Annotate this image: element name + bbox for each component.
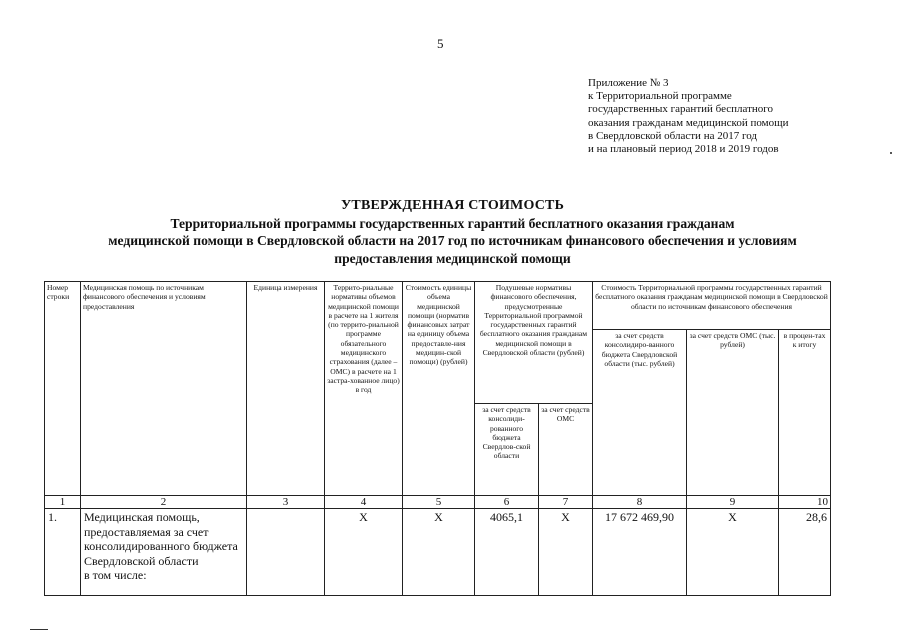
column-number: 3: [247, 496, 325, 509]
column-number: 7: [539, 496, 593, 509]
header-oms-cost: за счет средств ОМС (тыс. рублей): [687, 330, 779, 496]
row-name-text: Медицинская помощь, предоставляемая за счет консолидированного бюджета Свердловской области: [84, 510, 238, 568]
header-row-number: Номер строки: [45, 282, 81, 496]
appendix-line: государственных гарантий бесплатного: [588, 103, 774, 116]
header-program-cost: Стоимость Территориальной программы государственных гарантий бесплатного оказания гражданам медицинской помощи в Свердловской области по источникам финансового обеспечения: [593, 282, 831, 330]
row-number: 1.: [45, 509, 81, 596]
row-unit-cost: Х: [403, 509, 475, 596]
column-number: 4: [325, 496, 403, 509]
header-oms-per-capita: за счет средств ОМС: [539, 404, 593, 496]
appendix-line: и на плановый период 2018 и 2019 годов: [588, 143, 779, 156]
header-volume-norms: Террито-риальные нормативы объемов медицинской помощи в расчете на 1 жителя (по террито-риальной программе обязательного медицинского страхования (далее – ОМС) в расчете на 1 застра-хованное лицо) в год: [325, 282, 403, 496]
row-oms-per-capita: Х: [539, 509, 593, 596]
column-number: 6: [475, 496, 539, 509]
appendix-line: к Территориальной программе: [588, 90, 732, 103]
column-numbers-row: [45, 496, 831, 509]
appendix-line: оказания гражданам медицинской помощи: [588, 116, 789, 129]
appendix-line: Приложение № 3: [588, 77, 669, 89]
column-number: 2: [81, 496, 247, 509]
row-budget-per-capita: 4065,1: [475, 509, 539, 596]
column-number: 10: [779, 496, 831, 509]
title-line: медицинской помощи в Свердловской области на 2017 год по источникам финансового обеспечения и условиям: [108, 233, 797, 248]
header-percent: в процен-тах к итогу: [779, 330, 831, 496]
header-unit: Единица измерения: [247, 282, 325, 496]
row-unit: [247, 509, 325, 596]
column-number: 8: [593, 496, 687, 509]
footnote-rule: [30, 629, 48, 630]
header-budget-cost: за счет средств консолидиро-ванного бюджета Свердловской области (тыс. рублей): [593, 330, 687, 496]
header-per-capita-norms: Подушевые нормативы финансового обеспечения, предусмотренные Территориальной программой государственных гарантий бесплатного оказания гражданам медицинской помощи в Свердловской области (рублей): [475, 282, 593, 404]
cost-table: [44, 281, 831, 596]
row-oms-cost: Х: [687, 509, 779, 596]
row-name: [81, 509, 247, 596]
row-volume: Х: [325, 509, 403, 596]
row-name-tail: в том числе:: [84, 568, 147, 582]
header-unit-cost: Стоимость единицы объема медицинской помощи (норматив финансовых затрат на единицу объема предоставле-ния медицин-ской помощи) (рублей): [403, 282, 475, 496]
row-budget-cost: 17 672 469,90: [593, 509, 687, 596]
header-medical-care: Медицинская помощь по источникам финансового обеспечения и условиям предоставления: [81, 282, 247, 496]
page-number: 5: [437, 36, 444, 51]
column-number: 9: [687, 496, 779, 509]
document-title: [20, 197, 885, 267]
title-main: УТВЕРЖДЕННАЯ СТОИМОСТЬ: [340, 198, 565, 213]
scan-speck: [890, 152, 892, 154]
appendix-note: [588, 77, 888, 156]
column-number: 5: [403, 496, 475, 509]
header-budget-per-capita: за счет средств консолиди-рованного бюджета Свердлов-ской области: [475, 404, 539, 496]
row-percent: 28,6: [779, 509, 831, 596]
appendix-line: в Свердловской области на 2017 год: [588, 129, 757, 142]
title-line: Территориальной программы государственных гарантий бесплатного оказания гражданам: [170, 215, 735, 231]
column-number: 1: [45, 496, 81, 509]
table-row: [45, 509, 831, 596]
title-line: предоставления медицинской помощи: [334, 250, 571, 266]
